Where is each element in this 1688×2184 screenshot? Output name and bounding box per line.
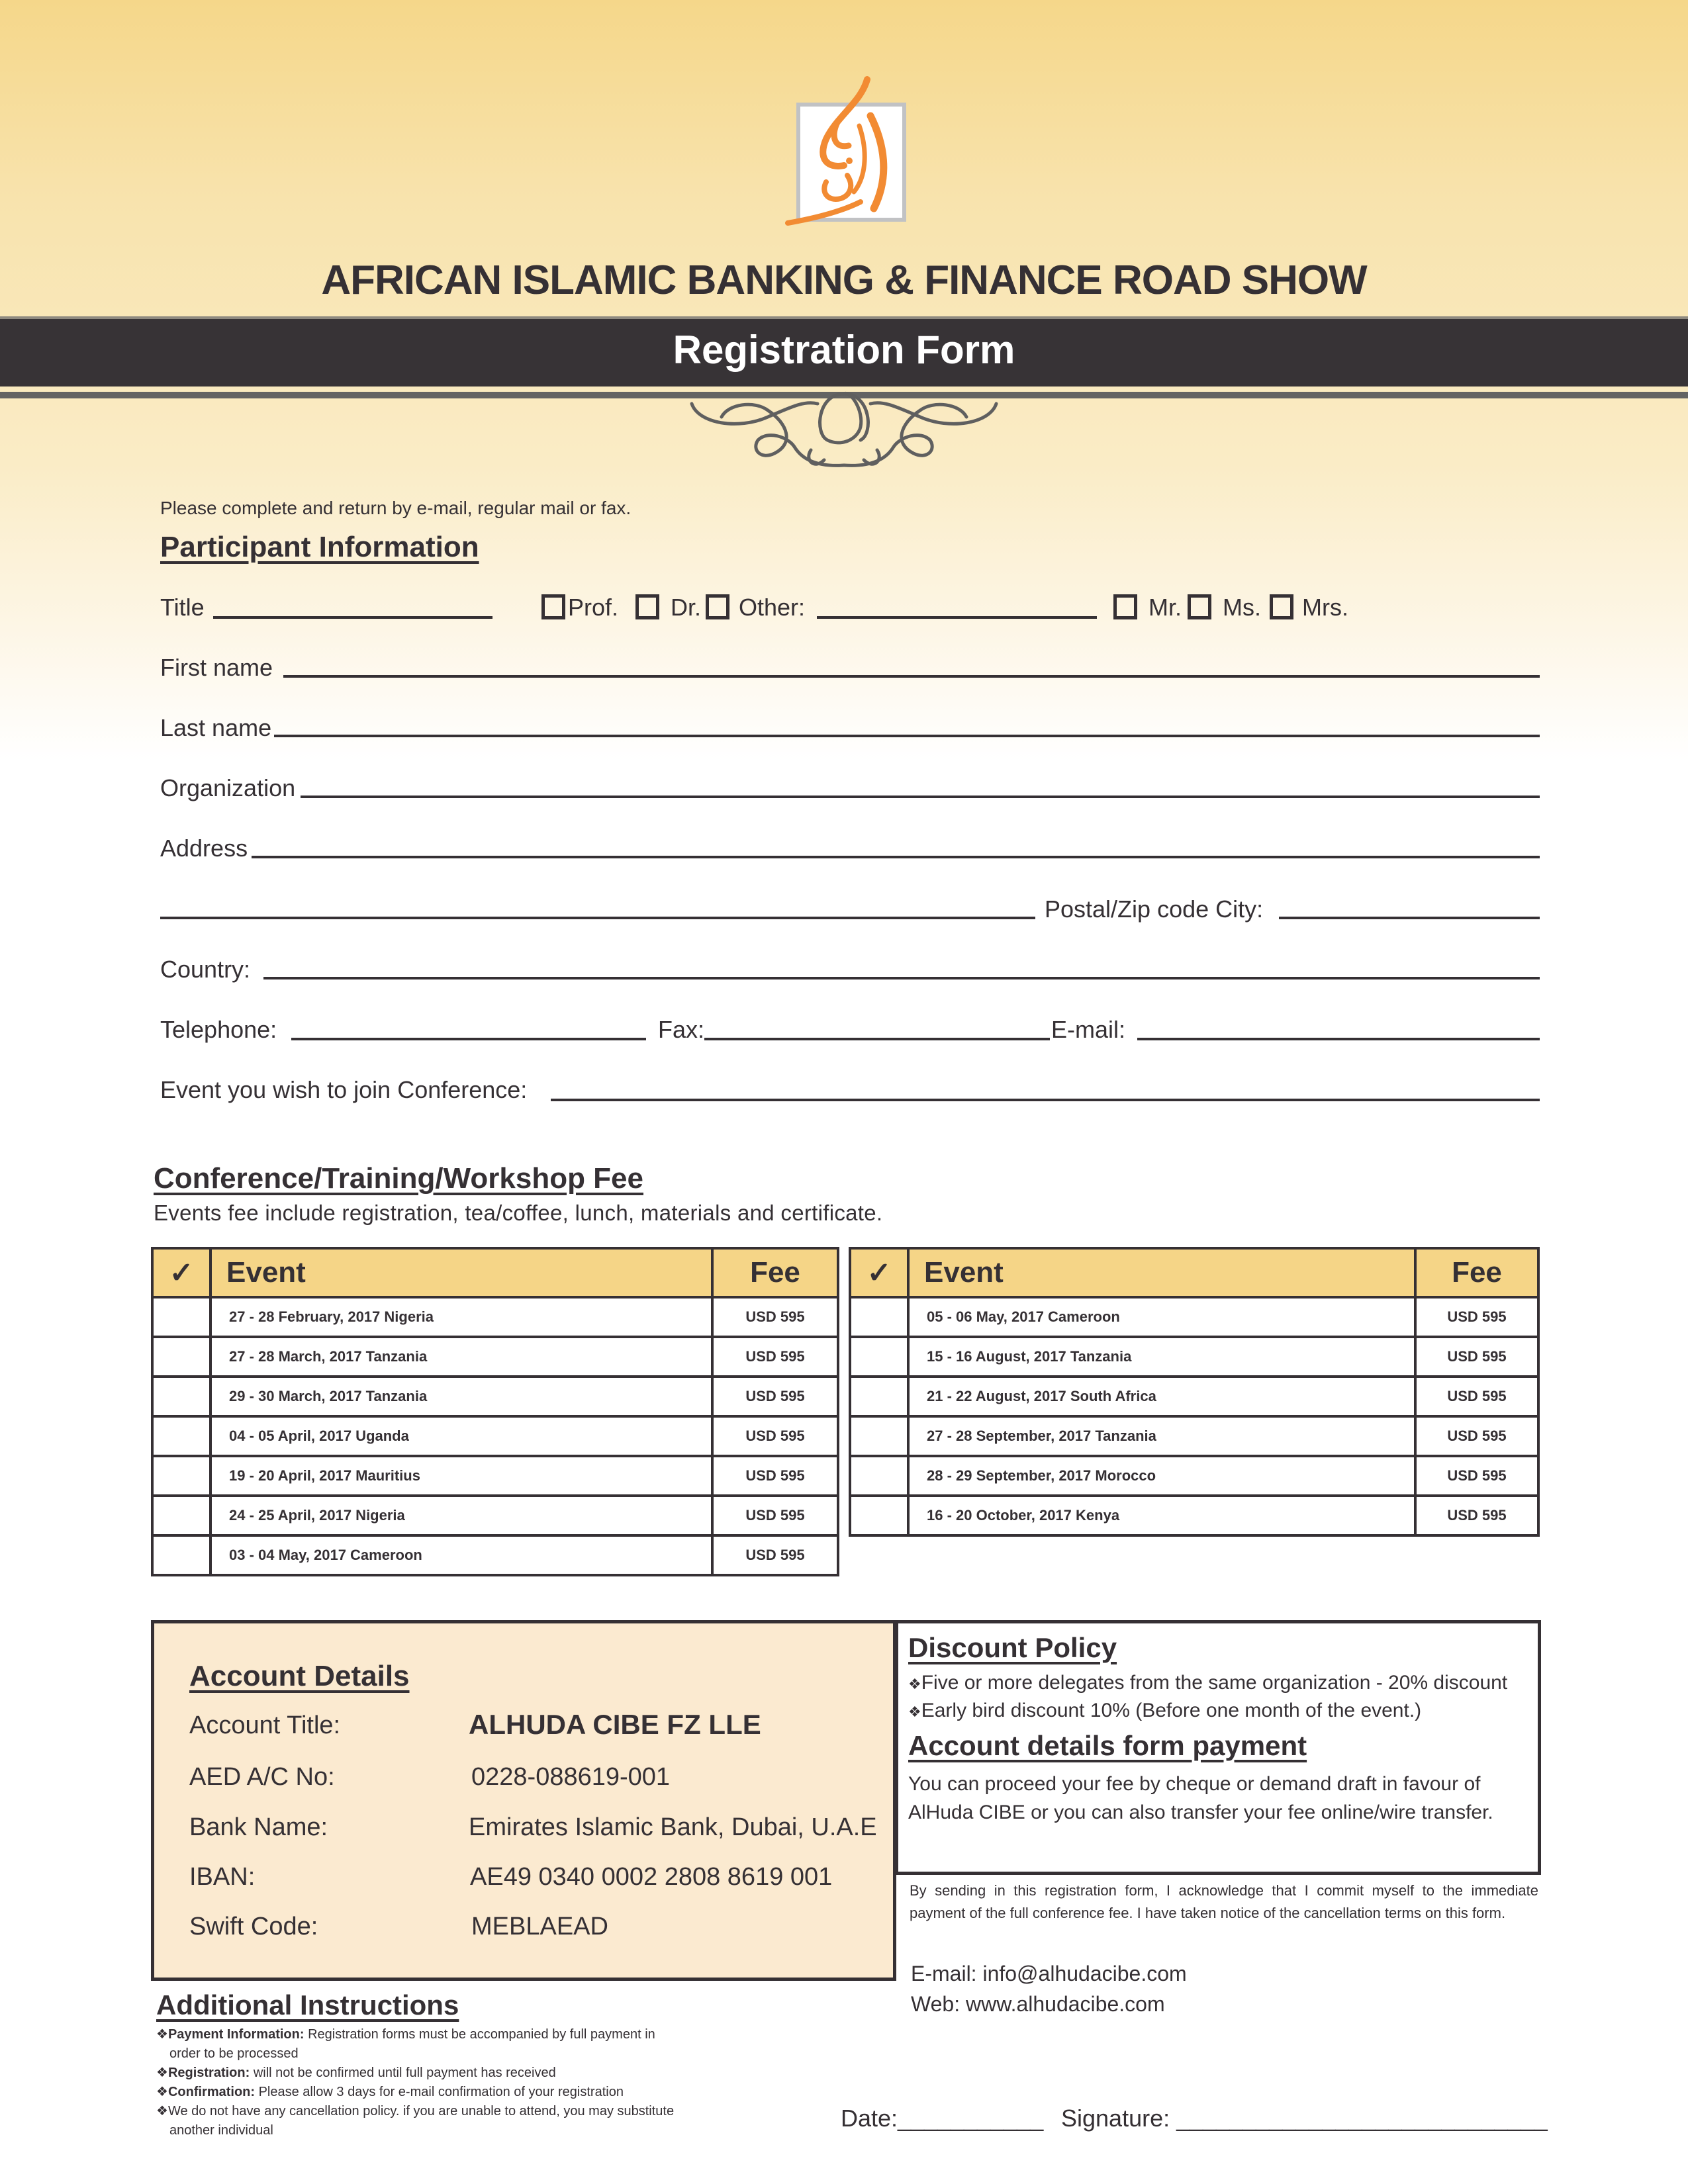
event-fee: USD 595 bbox=[712, 1416, 838, 1456]
contact-email-link[interactable]: E-mail: info@alhudacibe.com bbox=[911, 1962, 1187, 1985]
bullet-icon: ❖ bbox=[156, 2085, 168, 2099]
event-checkbox[interactable] bbox=[850, 1337, 908, 1377]
swift-label: Swift Code: bbox=[189, 1913, 318, 1940]
event-input[interactable] bbox=[551, 1099, 1540, 1101]
event-checkbox[interactable] bbox=[152, 1496, 211, 1535]
ms-label: Ms. bbox=[1223, 594, 1261, 621]
table-row bbox=[850, 1416, 1538, 1456]
event-name: 21 - 22 August, 2017 South Africa bbox=[908, 1377, 1415, 1416]
table-row bbox=[850, 1297, 1538, 1337]
signature-field[interactable]: Signature: ____________________________ bbox=[1061, 2105, 1548, 2132]
account-number-label: AED A/C No: bbox=[189, 1763, 335, 1791]
event-name: 27 - 28 February, 2017 Nigeria bbox=[211, 1297, 712, 1337]
postal-city-label: Postal/Zip code City: bbox=[1045, 895, 1264, 923]
event-fee: USD 595 bbox=[1415, 1377, 1538, 1416]
instructions-heading: Additional Instructions bbox=[156, 1989, 459, 2021]
fax-input[interactable] bbox=[704, 1038, 1050, 1040]
fee-heading: Conference/Training/Workshop Fee bbox=[154, 1162, 643, 1195]
table-row bbox=[850, 1496, 1538, 1535]
instruction-item-cont: order to be processed bbox=[169, 2046, 299, 2061]
discount-item: ❖Five or more delegates from the same organization - 20% discount bbox=[908, 1672, 1508, 1694]
fee-table-left bbox=[151, 1247, 839, 1576]
ms-checkbox[interactable] bbox=[1188, 594, 1211, 619]
date-field[interactable]: Date:___________ bbox=[841, 2105, 1044, 2132]
postal-city-input[interactable] bbox=[1279, 917, 1540, 919]
acknowledgement-text: By sending in this registration form, I acknowledge that I commit myself to the immediate payment of the full conference fee. I have taken notice of the cancellation terms on this form. bbox=[910, 1882, 1538, 1921]
event-fee: USD 595 bbox=[1415, 1297, 1538, 1337]
instruction-item: ❖Registration: will not be confirmed until full payment has received bbox=[156, 2066, 556, 2080]
event-name: 04 - 05 April, 2017 Uganda bbox=[211, 1416, 712, 1456]
account-title-value: ALHUDA CIBE FZ LLE bbox=[469, 1709, 761, 1740]
event-fee: USD 595 bbox=[1415, 1456, 1538, 1496]
flourish-ornament-icon bbox=[682, 387, 1006, 470]
first-name-label: First name bbox=[160, 654, 273, 681]
iban-value: AE49 0340 0002 2808 8619 001 bbox=[470, 1863, 833, 1891]
other-title-input[interactable] bbox=[817, 616, 1097, 619]
event-checkbox[interactable] bbox=[152, 1337, 211, 1377]
account-number-value: 0228-088619-001 bbox=[471, 1763, 671, 1791]
telephone-input[interactable] bbox=[291, 1038, 646, 1040]
dr-checkbox[interactable] bbox=[635, 594, 659, 619]
instruction-item: ❖Confirmation: Please allow 3 days for e-mail confirmation of your registration bbox=[156, 2085, 624, 2099]
bullet-icon: ❖ bbox=[156, 2066, 168, 2080]
event-fee: USD 595 bbox=[712, 1297, 838, 1337]
table-row bbox=[850, 1337, 1538, 1377]
instruction-item: ❖We do not have any cancellation policy. if you are unable to attend, you may substitute bbox=[156, 2104, 675, 2118]
table-row bbox=[152, 1377, 838, 1416]
table-row bbox=[850, 1377, 1538, 1416]
event-name: 27 - 28 September, 2017 Tanzania bbox=[908, 1416, 1415, 1456]
instructions-list bbox=[156, 2025, 752, 2140]
event-fee: USD 595 bbox=[1415, 1337, 1538, 1377]
check-column-header bbox=[152, 1248, 211, 1297]
table-row bbox=[152, 1297, 838, 1337]
country-input[interactable] bbox=[263, 977, 1540, 979]
bullet-icon: ❖ bbox=[908, 1704, 921, 1720]
table-row bbox=[152, 1496, 838, 1535]
event-name: 27 - 28 March, 2017 Tanzania bbox=[211, 1337, 712, 1377]
email-input[interactable] bbox=[1137, 1038, 1540, 1040]
checkmark-icon: ✓ bbox=[867, 1256, 892, 1289]
alhuda-logo-icon bbox=[774, 76, 933, 235]
event-name: 29 - 30 March, 2017 Tanzania bbox=[211, 1377, 712, 1416]
event-checkbox[interactable] bbox=[152, 1297, 211, 1337]
prof-label: Prof. bbox=[568, 594, 619, 621]
event-title: AFRICAN ISLAMIC BANKING & FINANCE ROAD SHOW bbox=[321, 257, 1367, 303]
event-fee: USD 595 bbox=[1415, 1416, 1538, 1456]
payment-text: You can proceed your fee by cheque or demand draft in favour of AlHuda CIBE or you can also transfer your fee online/wire transfer. bbox=[908, 1773, 1493, 1823]
event-checkbox[interactable] bbox=[152, 1456, 211, 1496]
check-column-header bbox=[850, 1248, 908, 1297]
event-label: Event you wish to join Conference: bbox=[160, 1076, 528, 1103]
event-name: 15 - 16 August, 2017 Tanzania bbox=[908, 1337, 1415, 1377]
last-name-label: Last name bbox=[160, 714, 272, 741]
payment-heading: Account details form payment bbox=[908, 1730, 1307, 1761]
iban-label: IBAN: bbox=[189, 1863, 256, 1891]
title-input[interactable] bbox=[213, 616, 492, 619]
fax-label: Fax: bbox=[658, 1016, 705, 1043]
event-name: 28 - 29 September, 2017 Morocco bbox=[908, 1456, 1415, 1496]
dr-label: Dr. bbox=[671, 594, 702, 621]
prof-checkbox[interactable] bbox=[541, 594, 565, 619]
event-fee: USD 595 bbox=[1415, 1496, 1538, 1535]
event-fee: USD 595 bbox=[712, 1377, 838, 1416]
fee-table-right bbox=[849, 1247, 1540, 1537]
first-name-input[interactable] bbox=[283, 675, 1540, 678]
bullet-icon: ❖ bbox=[156, 2104, 168, 2118]
title-label: Title bbox=[160, 594, 205, 621]
table-row bbox=[152, 1337, 838, 1377]
bullet-icon: ❖ bbox=[156, 2027, 168, 2042]
last-name-input[interactable] bbox=[274, 735, 1540, 737]
instruction-item: ❖Payment Information: Registration forms must be accompanied by full payment in bbox=[156, 2027, 655, 2042]
instruction-item-cont: another individual bbox=[169, 2123, 273, 2138]
event-name: 05 - 06 May, 2017 Cameroon bbox=[908, 1297, 1415, 1337]
event-name: 16 - 20 October, 2017 Kenya bbox=[908, 1496, 1415, 1535]
event-checkbox[interactable] bbox=[152, 1377, 211, 1416]
swift-value: MEBLAEAD bbox=[471, 1913, 608, 1940]
mr-label: Mr. bbox=[1149, 594, 1182, 621]
table-row bbox=[850, 1456, 1538, 1496]
address-input[interactable] bbox=[252, 856, 1540, 858]
email-label: E-mail: bbox=[1051, 1016, 1126, 1043]
form-title: Registration Form bbox=[673, 328, 1015, 372]
event-fee: USD 595 bbox=[712, 1535, 838, 1575]
other-checkbox[interactable] bbox=[706, 594, 729, 619]
event-checkbox[interactable] bbox=[850, 1377, 908, 1416]
table-row bbox=[152, 1535, 838, 1575]
contact-web-link[interactable]: Web: www.alhudacibe.com bbox=[911, 1992, 1165, 2016]
event-name: 19 - 20 April, 2017 Mauritius bbox=[211, 1456, 712, 1496]
event-column-header: Event bbox=[211, 1248, 712, 1297]
date-label: Date: bbox=[841, 2105, 898, 2132]
participant-heading: Participant Information bbox=[160, 531, 479, 563]
account-heading: Account Details bbox=[189, 1660, 410, 1692]
organization-input[interactable] bbox=[301, 796, 1540, 798]
event-checkbox[interactable] bbox=[152, 1535, 211, 1575]
address-line-2-input[interactable] bbox=[160, 917, 1035, 919]
mrs-checkbox[interactable] bbox=[1270, 594, 1293, 619]
discount-heading: Discount Policy bbox=[908, 1632, 1117, 1663]
discount-item: ❖Early bird discount 10% (Before one month of the event.) bbox=[908, 1700, 1422, 1721]
fee-note: Events fee include registration, tea/coffee, lunch, materials and certificate. bbox=[154, 1201, 883, 1225]
bank-name-value: Emirates Islamic Bank, Dubai, U.A.E bbox=[469, 1813, 877, 1841]
event-checkbox[interactable] bbox=[850, 1456, 908, 1496]
bank-name-label: Bank Name: bbox=[189, 1813, 328, 1841]
signature-label: Signature: bbox=[1061, 2105, 1170, 2132]
mrs-label: Mrs. bbox=[1302, 594, 1348, 621]
other-label: Other: bbox=[739, 594, 806, 621]
fee-column-header: Fee bbox=[712, 1248, 838, 1297]
telephone-label: Telephone: bbox=[160, 1016, 277, 1043]
intro-text: Please complete and return by e-mail, regular mail or fax. bbox=[160, 498, 632, 518]
account-title-label: Account Title: bbox=[189, 1711, 341, 1739]
table-row bbox=[152, 1416, 838, 1456]
event-fee: USD 595 bbox=[712, 1337, 838, 1377]
event-checkbox[interactable] bbox=[850, 1496, 908, 1535]
country-label: Country: bbox=[160, 956, 251, 983]
mr-checkbox[interactable] bbox=[1113, 594, 1137, 619]
table-row bbox=[152, 1456, 838, 1496]
event-name: 03 - 04 May, 2017 Cameroon bbox=[211, 1535, 712, 1575]
event-checkbox[interactable] bbox=[152, 1416, 211, 1456]
event-name: 24 - 25 April, 2017 Nigeria bbox=[211, 1496, 712, 1535]
event-checkbox[interactable] bbox=[850, 1297, 908, 1337]
address-label: Address bbox=[160, 835, 248, 862]
organization-label: Organization bbox=[160, 774, 296, 801]
event-checkbox[interactable] bbox=[850, 1416, 908, 1456]
event-column-header: Event bbox=[908, 1248, 1415, 1297]
event-fee: USD 595 bbox=[712, 1496, 838, 1535]
bullet-icon: ❖ bbox=[908, 1676, 921, 1692]
event-fee: USD 595 bbox=[712, 1456, 838, 1496]
checkmark-icon: ✓ bbox=[169, 1256, 194, 1289]
fee-column-header: Fee bbox=[1415, 1248, 1538, 1297]
